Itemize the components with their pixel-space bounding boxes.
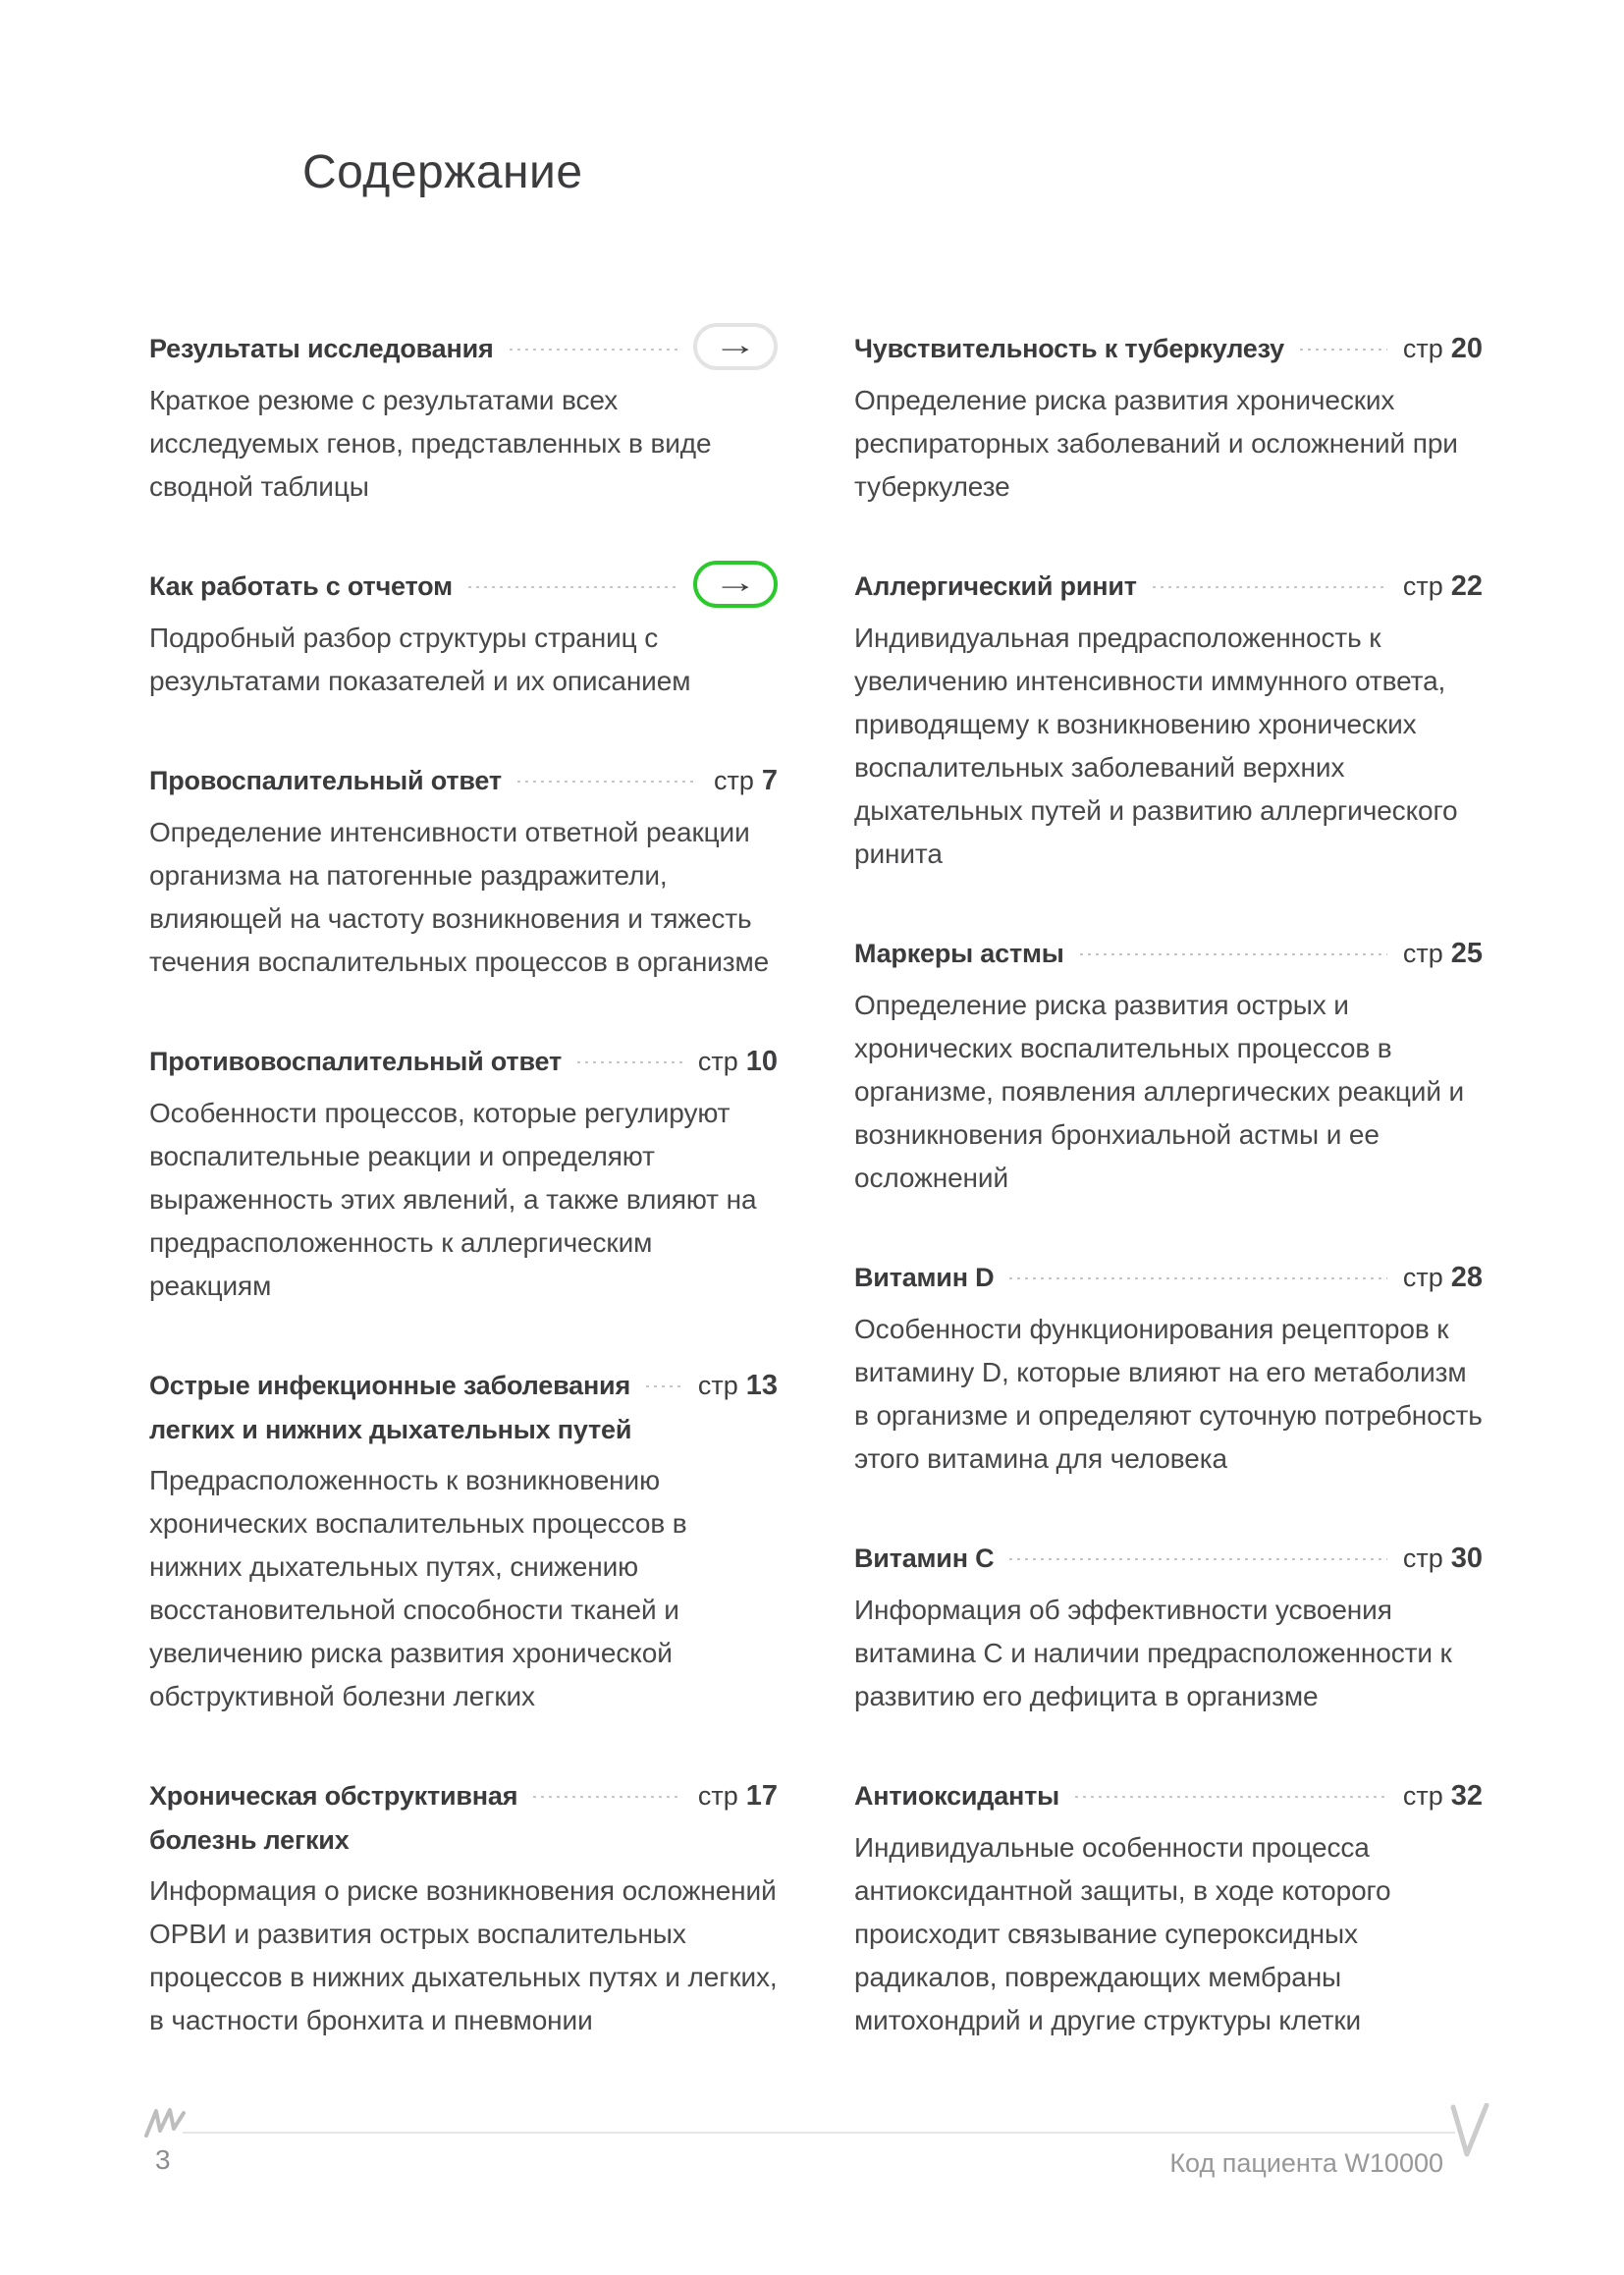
footer-checkmark-icon xyxy=(1449,2103,1490,2160)
arrow-right-icon: → xyxy=(713,329,758,361)
dotted-leader xyxy=(1009,1277,1386,1279)
toc-entry xyxy=(149,758,778,984)
page-ref xyxy=(1403,931,1483,976)
page-ref xyxy=(1403,1773,1483,1818)
page-ref xyxy=(714,758,778,803)
toc-entry-header xyxy=(854,326,1483,371)
toc-entry-header xyxy=(149,758,778,803)
toc-entry-header xyxy=(854,931,1483,976)
page-ref-label: стр xyxy=(697,1047,738,1076)
entry-title: Острые инфекционные заболевания xyxy=(149,1371,631,1400)
dotted-leader xyxy=(510,349,677,351)
page-ref-label: стр xyxy=(1402,1544,1443,1573)
arrow-right-icon: → xyxy=(713,567,758,599)
page-ref-number: 30 xyxy=(1450,1543,1483,1574)
dotted-leader xyxy=(1075,1796,1387,1798)
dotted-leader xyxy=(1009,1558,1386,1560)
toc-entry xyxy=(149,326,778,509)
page-ref xyxy=(1403,1255,1483,1300)
toc-entry xyxy=(149,1039,778,1308)
dotted-leader xyxy=(646,1385,682,1387)
arrow-button[interactable] xyxy=(693,323,778,370)
page-ref xyxy=(698,1039,778,1084)
page-ref xyxy=(698,1363,778,1408)
page-ref-number: 28 xyxy=(1450,1262,1483,1293)
entry-title: Провоспалительный ответ xyxy=(149,766,502,795)
page-ref-number: 7 xyxy=(761,765,778,796)
page-ref-label: стр xyxy=(1402,334,1443,363)
footer-scribble-left-icon xyxy=(143,2107,189,2139)
toc-entry xyxy=(149,1773,778,2042)
dotted-leader xyxy=(577,1061,682,1063)
toc-entry xyxy=(149,564,778,703)
entry-title-line2: легких и нижних дыхательных путей xyxy=(149,1415,632,1444)
entry-description: Информация о риске возникновения осложнений ОРВИ и развития острых воспалительных процессов в нижних дыхательных путях и легких, в частности бронхита и пневмонии xyxy=(149,1875,778,2035)
toc-column-right xyxy=(854,326,1483,2097)
page-ref-label: стр xyxy=(1402,1263,1443,1292)
page-ref-number: 10 xyxy=(745,1046,778,1077)
toc-entry xyxy=(854,1255,1483,1481)
entry-description: Краткое резюме с результатами всех исследуемых генов, представленных в виде сводной таблицы xyxy=(149,385,712,502)
toc-entry xyxy=(854,1773,1483,2042)
page-ref-number: 32 xyxy=(1450,1780,1483,1812)
entry-title: Противовоспалительный ответ xyxy=(149,1047,562,1076)
footer-patient-code: Код пациента W10000 xyxy=(1169,2148,1443,2178)
footer-divider xyxy=(183,2132,1455,2134)
page-ref xyxy=(1403,326,1483,371)
dotted-leader xyxy=(1153,586,1387,588)
page-ref xyxy=(1403,1536,1483,1581)
page-ref-number: 25 xyxy=(1450,938,1483,969)
toc-entry-header xyxy=(149,1363,778,1408)
dotted-leader xyxy=(533,1796,682,1798)
arrow-button[interactable] xyxy=(693,561,778,608)
toc-entry xyxy=(854,564,1483,876)
dotted-leader xyxy=(1080,953,1387,955)
toc-entry xyxy=(854,931,1483,1200)
entry-description: Предрасположенность к возникновению хронических воспалительных процессов в нижних дыхательных путях, снижению восстановительной способности тканей и увеличению риска развития хронической обструктивной болезни легких xyxy=(149,1465,687,1711)
page-ref-number: 22 xyxy=(1450,570,1483,602)
entry-title: Аллергический ринит xyxy=(854,571,1137,601)
entry-description: Индивидуальная предрасположенность к увеличению интенсивности иммунного ответа, приводящему к возникновению хронических воспалительных заболеваний верхних дыхательных путей и развитию аллергического ринита xyxy=(854,623,1458,869)
toc-entry-header xyxy=(854,1773,1483,1818)
entry-description: Определение риска развития острых и хронических воспалительных процессов в организме, появления аллергических реакций и возникновения бронхиальной астмы и ее осложнений xyxy=(854,990,1465,1193)
entry-title: Чувствительность к туберкулезу xyxy=(854,334,1284,363)
toc-entry-header xyxy=(149,1039,778,1084)
dotted-leader xyxy=(517,781,698,783)
toc-entry-header xyxy=(854,1255,1483,1300)
entry-title-line2: болезнь легких xyxy=(149,1825,350,1855)
page-ref xyxy=(1403,564,1483,609)
toc-column-left xyxy=(149,326,778,2097)
dotted-leader xyxy=(1300,349,1387,351)
entry-title: Антиоксиданты xyxy=(854,1781,1060,1811)
page-ref-label: стр xyxy=(697,1371,738,1400)
page-ref-label: стр xyxy=(1402,939,1443,968)
toc-entry-header xyxy=(149,326,778,371)
entry-description: Определение риска развития хронических респираторных заболеваний и осложнений при туберкулезе xyxy=(854,385,1458,502)
entry-title: Результаты исследования xyxy=(149,334,494,363)
entry-description: Индивидуальные особенности процесса антиоксидантной защиты, в ходе которого происходит связывание супероксидных радикалов, повреждающих мембраны митохондрий и другие структуры клетки xyxy=(854,1832,1391,2035)
toc-entry-header xyxy=(854,564,1483,609)
toc-entry xyxy=(854,326,1483,509)
entry-description: Подробный разбор структуры страниц с результатами показателей и их описанием xyxy=(149,623,691,696)
toc-entry-header xyxy=(149,1773,778,1818)
page-ref-label: стр xyxy=(1402,571,1443,601)
toc-entry-header xyxy=(854,1536,1483,1581)
toc-entry-header xyxy=(149,564,778,609)
page-title: Содержание xyxy=(302,146,583,198)
page-ref-label: стр xyxy=(697,1781,738,1811)
entry-title: Маркеры астмы xyxy=(854,939,1064,968)
page-ref-number: 20 xyxy=(1450,333,1483,364)
page-ref-label: стр xyxy=(1402,1781,1443,1811)
toc-entry xyxy=(854,1536,1483,1718)
toc-columns xyxy=(149,326,1485,2097)
page-ref-number: 17 xyxy=(745,1780,778,1812)
footer-page-number: 3 xyxy=(155,2144,171,2175)
entry-title: Хроническая обструктивная xyxy=(149,1781,518,1811)
entry-description: Особенности процессов, которые регулируют воспалительные реакции и определяют выраженность этих явлений, а также влияют на предрасположенность к аллергическим реакциям xyxy=(149,1098,757,1301)
entry-title: Как работать с отчетом xyxy=(149,571,453,601)
page-ref xyxy=(698,1773,778,1818)
entry-title: Витамин C xyxy=(854,1544,995,1573)
entry-description: Информация об эффективности усвоения витамина C и наличии предрасположенности к развитию его дефицита в организме xyxy=(854,1595,1452,1711)
page-ref-number: 13 xyxy=(745,1370,778,1401)
entry-description: Определение интенсивности ответной реакции организма на патогенные раздражители, влияющей на частоту возникновения и тяжесть течения воспалительных процессов в организме xyxy=(149,817,770,977)
toc-entry xyxy=(149,1363,778,1718)
entry-description: Особенности функционирования рецепторов к витамину D, которые влияют на его метаболизм в организме и определяют суточную потребность этого витамина для человека xyxy=(854,1314,1483,1474)
entry-title: Витамин D xyxy=(854,1263,995,1292)
page-ref-label: стр xyxy=(713,766,754,795)
dotted-leader xyxy=(468,586,677,588)
